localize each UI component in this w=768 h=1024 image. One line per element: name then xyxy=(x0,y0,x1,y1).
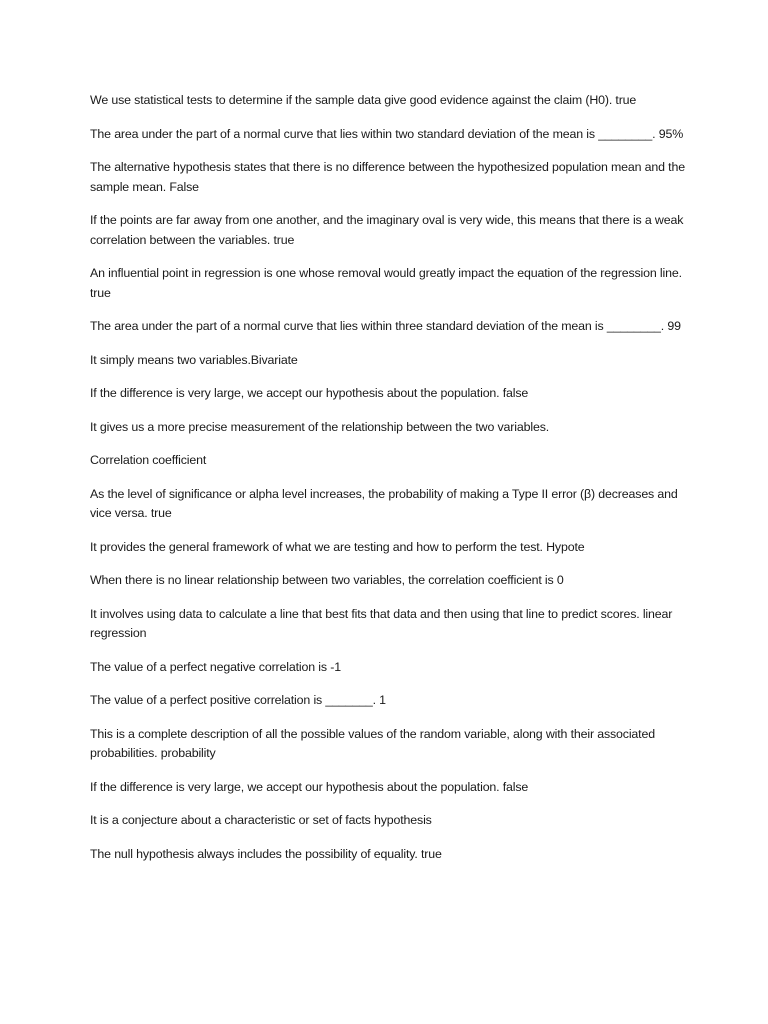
paragraph: The area under the part of a normal curve that lies within two standard deviation of the mean is ________. 95% xyxy=(90,126,684,141)
paragraph: An influential point in regression is one whose removal would greatly impact the equation of the regression line. true xyxy=(90,266,682,300)
paragraph: As the level of significance or alpha level increases, the probability of making a Type II error (β) decreases and vice versa. true xyxy=(90,486,678,520)
paragraph: If the points are far away from one another, and the imaginary oval is very wide, this means that there is a weak correlation between the variables. true xyxy=(90,213,684,247)
paragraph: It gives us a more precise measurement of the relationship between the two variables. xyxy=(90,419,550,434)
paragraph: If the difference is very large, we accept our hypothesis about the population. false xyxy=(90,386,529,400)
paragraph: The alternative hypothesis states that there is no difference between the hypothesized population mean and the sample mean. False xyxy=(90,160,685,194)
paragraph: Correlation coefficient xyxy=(90,453,207,467)
paragraph: It involves using data to calculate a line that best fits that data and then using that line to predict scores. linear regression xyxy=(90,606,673,640)
paragraph: The value of a perfect negative correlation is -1 xyxy=(90,659,341,674)
paragraph: If the difference is very large, we accept our hypothesis about the population. false xyxy=(90,779,529,794)
paragraph: This is a complete description of all the possible values of the random variable, along with their associated probabilities. probability xyxy=(90,726,655,760)
paragraph: We use statistical tests to determine if the sample data give good evidence against the claim (H0). true xyxy=(90,93,637,107)
paragraph: It provides the general framework of what we are testing and how to perform the test. Hypote xyxy=(90,539,585,554)
paragraph: The null hypothesis always includes the possibility of equality. true xyxy=(90,846,442,861)
document-body xyxy=(90,91,690,878)
paragraph: When there is no linear relationship between two variables, the correlation coefficient is 0 xyxy=(90,573,564,587)
paragraph: It simply means two variables.Bivariate xyxy=(90,352,298,367)
paragraph: The value of a perfect positive correlation is _______. 1 xyxy=(90,693,386,707)
paragraph: It is a conjecture about a characteristic or set of facts hypothesis xyxy=(90,813,432,827)
paragraph: The area under the part of a normal curve that lies within three standard deviation of the mean is ________. 99 xyxy=(90,319,681,333)
